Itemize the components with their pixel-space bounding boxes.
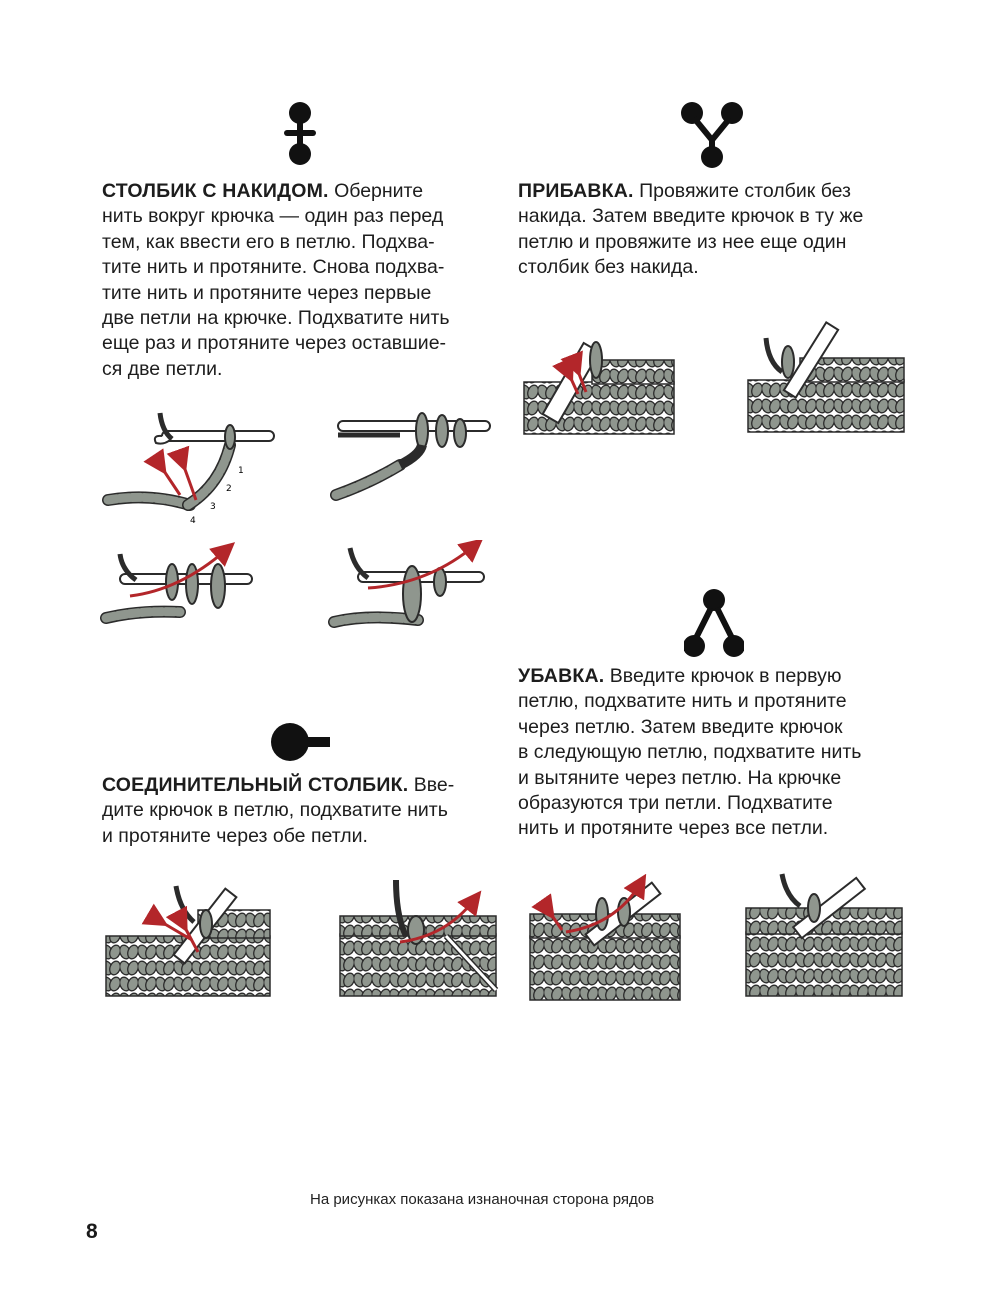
increase-step2-illustration (744, 318, 909, 438)
step-label: 2 (226, 484, 232, 494)
decrease-title: УБАВКА. (518, 665, 605, 687)
increase-title: ПРИБАВКА. (518, 180, 634, 202)
double-crochet-text (102, 179, 497, 382)
slip-stitch-line: дите крючок в петлю, подхватите нить (102, 799, 448, 822)
increase-line: Провяжите столбик без (633, 180, 851, 202)
increase-text (518, 179, 913, 281)
double-crochet-line: тите нить и протяните через первые (102, 281, 432, 304)
double-crochet-line: две петли на крючке. Подхватите нить (102, 307, 450, 330)
step-label: 3 (210, 502, 216, 512)
slip-stitch-text (102, 773, 497, 849)
step-label: 4 (190, 516, 196, 525)
double-crochet-title: СТОЛБИК С НАКИДОМ. (102, 180, 329, 202)
increase-line: петлю и провяжите из нее еще один (518, 230, 847, 253)
slip-stitch-step1-illustration (102, 880, 274, 1000)
decrease-line: образуются три петли. Подхватите (518, 792, 833, 815)
decrease-line: через петлю. Затем введите крючок (518, 715, 843, 738)
decrease-line: нить и протяните через все петли. (518, 817, 829, 840)
double-crochet-line: еще раз и протяните через оставшие- (102, 332, 447, 355)
increase-step1-illustration (520, 320, 685, 440)
slip-stitch-symbol-icon (270, 722, 332, 762)
double-crochet-line: нить вокруг крючка — один раз перед (102, 205, 444, 228)
double-crochet-step1-illustration (100, 405, 280, 525)
footer-caption: На рисунках показана изнаночная сторона рядов (310, 1191, 655, 1208)
double-crochet-line: Оберните (328, 180, 424, 202)
slip-stitch-step2-illustration (336, 876, 501, 1002)
page-number: 8 (86, 1220, 98, 1243)
decrease-line: Введите крючок в первую (604, 665, 842, 687)
step-label: 1 (238, 466, 244, 476)
decrease-step2-illustration (742, 872, 907, 1002)
double-crochet-step3-illustration (100, 540, 260, 640)
decrease-line: в следующую петлю, подхватите нить (518, 741, 862, 764)
decrease-line: петлю, подхватите нить и протяните (518, 690, 847, 713)
decrease-step1-illustration (526, 874, 686, 1006)
increase-line: столбик без накида. (518, 256, 699, 279)
double-crochet-symbol-icon (280, 100, 320, 166)
double-crochet-line: ся две петли. (102, 357, 223, 380)
slip-stitch-line: и протяните через обе петли. (102, 824, 368, 847)
slip-stitch-title: СОЕДИНИТЕЛЬНЫЙ СТОЛБИК. (102, 774, 409, 796)
decrease-text (518, 664, 913, 842)
double-crochet-step2-illustration (330, 405, 495, 505)
slip-stitch-line: Вве- (408, 774, 455, 796)
increase-symbol-icon (680, 100, 744, 170)
decrease-line: и вытяните через петлю. На крючке (518, 766, 842, 789)
double-crochet-line: тем, как ввести его в петлю. Подхва- (102, 230, 435, 253)
double-crochet-step4-illustration (328, 540, 493, 640)
decrease-symbol-icon (684, 588, 744, 660)
increase-line: накида. Затем введите крючок в ту же (518, 205, 864, 228)
double-crochet-line: тите нить и протяните. Снова подхва- (102, 256, 445, 279)
